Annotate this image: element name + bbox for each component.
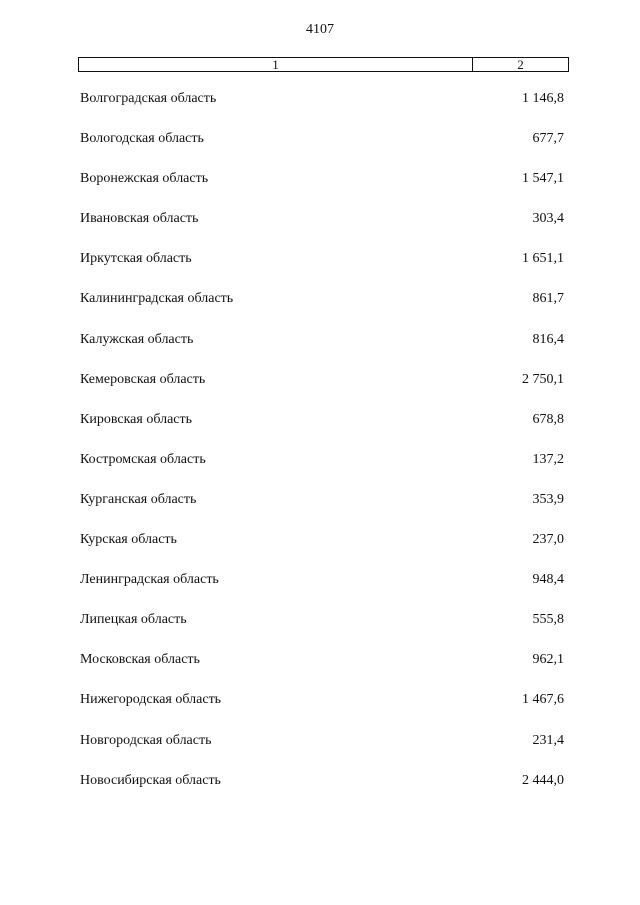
region-value: 948,4 xyxy=(532,572,564,588)
region-value: 1 651,1 xyxy=(522,251,564,267)
region-value: 861,7 xyxy=(532,291,564,307)
region-value: 1 467,6 xyxy=(522,692,564,708)
region-name: Вологодская область xyxy=(80,131,204,147)
table-body xyxy=(80,91,564,813)
region-name: Калининградская область xyxy=(80,291,234,307)
table-row xyxy=(80,692,564,732)
region-name: Липецкая область xyxy=(80,612,187,628)
region-name: Кемеровская область xyxy=(80,371,206,387)
table-row xyxy=(80,251,564,291)
table-row xyxy=(80,332,564,372)
region-name: Новгородская область xyxy=(80,732,212,748)
table-row xyxy=(80,171,564,211)
region-value: 2 750,1 xyxy=(522,371,564,387)
region-name: Ивановская область xyxy=(80,211,199,227)
table-row xyxy=(80,492,564,532)
region-value: 1 547,1 xyxy=(522,171,564,187)
region-value: 677,7 xyxy=(532,131,564,147)
table-row xyxy=(80,291,564,331)
region-value: 678,8 xyxy=(532,411,564,427)
region-name: Нижегородская область xyxy=(80,692,222,708)
table-row xyxy=(80,412,564,452)
region-name: Ленинградская область xyxy=(80,572,219,588)
region-value: 2 444,0 xyxy=(522,772,564,788)
table-row xyxy=(80,452,564,492)
region-value: 231,4 xyxy=(532,732,564,748)
region-name: Волгоградская область xyxy=(80,91,217,106)
table-row xyxy=(80,131,564,171)
region-value: 137,2 xyxy=(532,451,564,467)
table-header xyxy=(78,57,569,72)
region-name: Воронежская область xyxy=(80,171,209,187)
region-name: Московская область xyxy=(80,652,200,668)
region-name: Новосибирская область xyxy=(80,772,221,788)
table-row xyxy=(80,372,564,412)
region-value: 303,4 xyxy=(532,211,564,227)
table-row xyxy=(80,612,564,652)
region-name: Калужская область xyxy=(80,331,194,347)
table-row xyxy=(80,572,564,612)
table-row xyxy=(80,733,564,773)
page-number: 4107 xyxy=(306,22,334,37)
region-value: 555,8 xyxy=(532,612,564,628)
region-name: Кировская область xyxy=(80,411,193,427)
region-value: 962,1 xyxy=(532,652,564,668)
region-value: 816,4 xyxy=(532,331,564,347)
column-header-2: 2 xyxy=(517,57,524,72)
region-value: 237,0 xyxy=(532,532,564,548)
table-row xyxy=(80,652,564,692)
table-row xyxy=(80,532,564,572)
region-name: Иркутская область xyxy=(80,251,192,267)
column-header-1: 1 xyxy=(79,58,473,71)
region-name: Курганская область xyxy=(80,491,197,507)
region-value: 1 146,8 xyxy=(522,91,564,106)
region-value: 353,9 xyxy=(532,491,564,507)
table-row xyxy=(80,211,564,251)
table-row xyxy=(80,773,564,813)
region-name: Курская область xyxy=(80,532,177,548)
table-row xyxy=(80,91,564,131)
region-name: Костромская область xyxy=(80,451,206,467)
